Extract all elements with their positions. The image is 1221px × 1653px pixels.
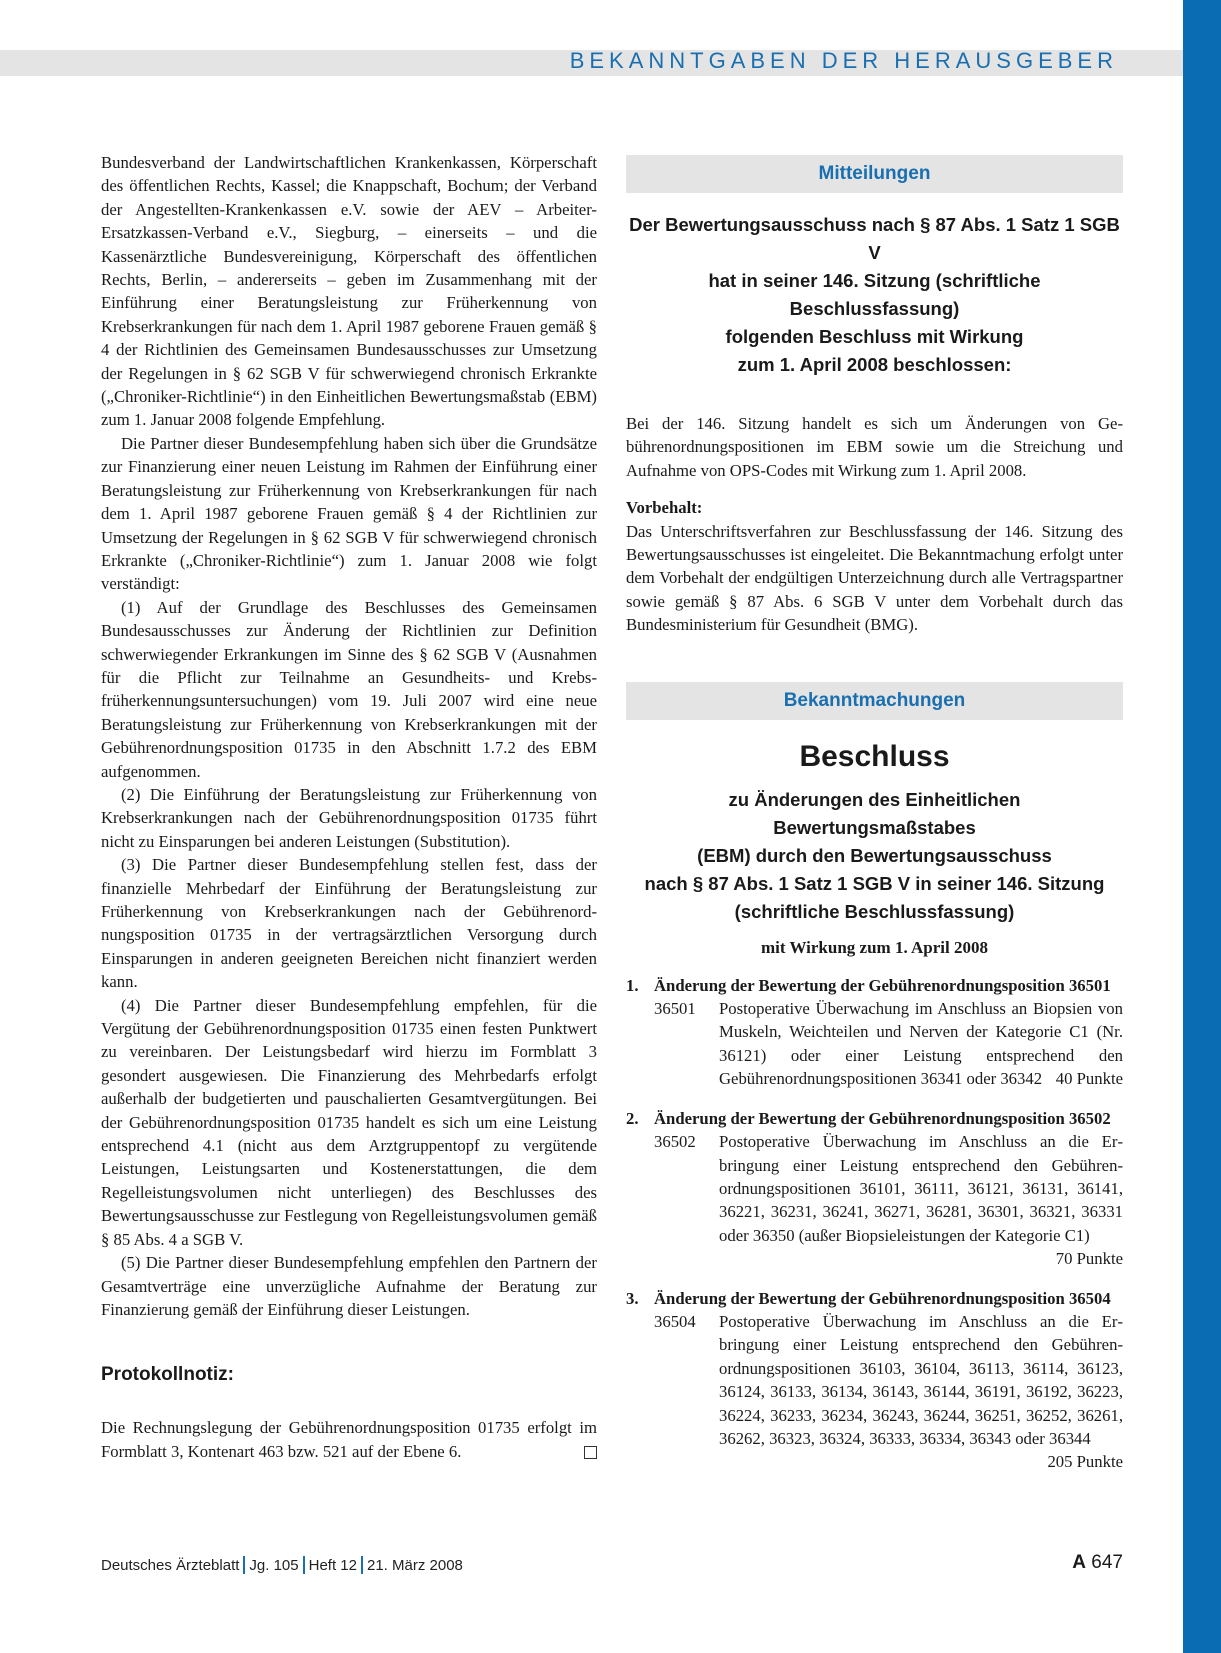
separator xyxy=(243,1556,245,1574)
journal-issue: Heft 12 xyxy=(308,1556,357,1574)
bekanntmachungen-label: Bekanntmachungen xyxy=(626,682,1123,720)
item-code: 36501 xyxy=(654,999,696,1019)
item-punkte: 205 Punkte xyxy=(1047,1452,1123,1472)
journal-name: Deutsches Ärzteblatt xyxy=(101,1556,240,1574)
separator xyxy=(303,1556,305,1574)
item-code: 36504 xyxy=(654,1311,696,1331)
section-title: BEKANNTGABEN DER HERAUSGEBER xyxy=(569,48,1118,73)
item-heading: Änderung der Bewertung der Gebührenordnungsposition 36501 xyxy=(654,975,1111,995)
paragraph: (2) Die Einführung der Beratungsleistung zur Früherkennung von Krebserkrankungen nach der Gebührenordnungsposition 01735 führt nicht zu Einsparungen bei anderen Leistungen (Substitution). xyxy=(101,784,597,851)
paragraph: (5) Die Partner dieser Bundesempfehlung empfehlen den Partnern der Gesamtverträge eine unverzügliche Aufnahme der Beratung zur Finanzierung gemäß der Einführung dieser Leistungen. xyxy=(101,1253,597,1319)
item-text: Postoperative Überwachung im Anschluss an Biopsien von Muskeln, Weichteilen und Nerven der Kategorie C1 (Nr. 36121) oder einer Leistung entsprechend den Gebührenordnungspositionen 36341 oder 36342 xyxy=(719,999,1123,1089)
vorbehalt-label: Vorbehalt: xyxy=(626,498,703,518)
intro-text: Bei der 146. Sitzung handelt es sich um Änderungen von Gebührenordnungspositionen im EBM sowie um die Streichung und Aufnahme von OPS-Codes mit Wirkung zum 1. April 2008. xyxy=(626,414,1123,480)
edge-strip xyxy=(1183,0,1221,1653)
paragraph: (4) Die Partner dieser Bundesempfehlung empfehlen, für die Vergütung der Gebührenordnungsposition 01735 einen festen Punktwert zu vereinbaren. Der Leistungsbedarf wird hierzu im Formblatt 3 gesondert ausgewiesen. Die Finanzierung des Mehrbedarfs erfolgt außerhalb der budgetierten und pauschalierten Gesamtvergütungen. Bei der Gebührenordnungsposition 01735 handelt es sich um eine Leistung entsprechend 4.1 (nicht aus dem Arztgruppentopf zu vergütende Leistungen, Leistungsarten und Kostenerstattungen, die dem Regelleistungsvolumen nicht unterliegen) des Beschlusses des Bewertungsausschusse zur Festlegung von Regelleistungsvolumen gemäß § 85 Abs. 4 a SGB V. xyxy=(101,995,597,1249)
protokoll-heading: Protokollnotiz: xyxy=(101,1364,234,1386)
right-column xyxy=(626,155,1123,1490)
wirkung-line: mit Wirkung zum 1. April 2008 xyxy=(760,937,988,957)
journal-volume: Jg. 105 xyxy=(249,1556,299,1574)
beschluss-title: Beschluss xyxy=(799,739,950,773)
footer xyxy=(101,1556,463,1574)
mitteilungen-label: Mitteilungen xyxy=(626,155,1123,193)
item-text: Postoperative Überwachung im Anschluss an die Erbringung einer Leistung entsprechend den Gebührenordnungspositionen 36101, 36111, 36121, 36131, 36141, 36221, 36231, 36241, 36271, 36281, 36301, 36321, 36331 oder 36350 (außer Biopsieleistungen der Kategorie C1) xyxy=(719,1132,1123,1245)
list-item: 2. Änderung der Bewertung der Gebührenordnungsposition 36502 36502 Postoperative Überwachung im Anschluss an die Erbringung einer Leistung entsprechend den Gebührenordnungspositionen 36101, 36111, 36121, 36131, 36141, 36221, 36231, 36241, 36271, 36281, 36301, 36321, 36331 oder 36350 (außer Biopsieleistungen der Kategorie C1) 70 Punkte xyxy=(626,1107,1123,1271)
vorbehalt-text: Das Unterschriftsverfahren zur Beschlussfassung der 146. Sitzung des Bewertungsausschusses ist eingeleitet. Die Bekanntmachung erfolgt unter dem Vorbehalt der endgültigen Unterzeichnung durch alle Vertragspartner sowie gemäß § 87 Abs. 6 SGB V unter dem Vorbehalt durch das Bundesministerium für Gesundheit (BMG). xyxy=(626,521,1123,635)
end-mark-icon xyxy=(584,1446,597,1459)
item-heading: Änderung der Bewertung der Gebührenordnungsposition 36502 xyxy=(654,1108,1111,1128)
left-column xyxy=(101,151,597,1463)
item-punkte: 40 Punkte xyxy=(1055,1069,1123,1089)
paragraph: (3) Die Partner dieser Bundesempfehlung stellen fest, dass der finanzielle Mehrbedarf der Einführung der Beratungsleistung zur Früherkennung von Krebserkrankungen nach der Gebührenordnungsposition 01735 in der vertragsärztlichen Versorgung durch Einsparungen in anderen geeigneten Bereichen nicht finanziert werden kann. xyxy=(101,855,597,992)
page-number: A 647 xyxy=(1072,1552,1123,1573)
item-punkte: 70 Punkte xyxy=(1055,1249,1123,1269)
mitteilungen-heading: Der Bewertungsausschuss nach § 87 Abs. 1 Satz 1 SGB V hat in seiner 146. Sitzung (schriftliche Beschlussfassung) folgenden Beschluss mit Wirkung zum 1. April 2008 beschlossen: xyxy=(629,214,1120,375)
beschluss-subtitle: zu Änderungen des Einheitlichen Bewertungsmaßstabes (EBM) durch den Bewertungsausschuss nach § 87 Abs. 1 Satz 1 SGB V in seiner 146. Sitzung (schriftliche Beschlussfassung) xyxy=(644,788,1105,922)
list-item: 3. Änderung der Bewertung der Gebührenordnungsposition 36504 36504 Postoperative Überwachung im Anschluss an die Erbringung einer Leistung entsprechend den Gebührenordnungspositionen 36103, 36104, 36113, 36114, 36123, 36124, 36133, 36134, 36143, 36144, 36191, 36192, 36223, 36224, 36233, 36234, 36243, 36244, 36251, 36252, 36261, 36262, 36323, 36324, 36333, 36334, 36343 oder 36344 205 Punkte xyxy=(626,1287,1123,1474)
protokoll-text: Die Rechnungslegung der Gebührenordnungsposition 01735 erfolgt im Formblatt 3, Kontenart 463 bzw. 521 auf der Ebene 6. xyxy=(101,1418,597,1461)
paragraph: Bundesverband der Landwirtschaftlichen Krankenkassen, Körperschaft des öffentlichen Rechts, Kassel; die Knappschaft, Bochum; der Verband der Angestellten-Krankenkassen e.V. sowie der AEV – Arbeiter-Ersatzkassen-Verband e.V., Siegburg, – einerseits – und die Kassenärztliche Bundesvereinigung, Körperschaft des öffentlichen Rechts, Berlin, – andererseits – geben im Zusammenhang mit der Einführung einer Beratungsleistung zur Früherkennung von Krebserkrankungen für nach dem 1. April 1987 geborene Frauen gemäß § 4 der Richtlinien des Gemeinsamen Bundesausschusses zur Umsetzung der Regelungen in § 62 SGB V für schwerwiegend chronisch Erkrankte („Chroniker-Richtlinie“) in den Einheitlichen Bewertungsmaßstab (EBM) zum 1. Januar 2008 folgende Empfehlung. xyxy=(101,153,597,430)
paragraph: Die Partner dieser Bundesempfehlung haben sich über die Grundsätze zur Finanzierung einer neuen Leistung im Rahmen der Einführung einer Beratungsleistung zur Früherkennung von Krebserkrankungen für nach dem 1. April 1987 geborene Frauen gemäß § 4 der Richtlinien zur Umsetzung der Regelungen in § 62 SGB V für schwerwiegend chronisch Erkrankte („Chroniker-Richtlinie“) zum 1. Januar 2008 wie folgt verständigt: xyxy=(101,433,597,594)
paragraph: (1) Auf der Grundlage des Beschlusses des Gemeinsamen Bundesausschusses zur Änderung der Richtlinien zur Definition schwerwiegender Erkrankungen im Sinne des § 62 SGB V (Ausnahmen für die Pflicht zur Teilnahme an Gesundheits- und Krebsfrüherkennungsuntersuchungen) vom 19. Juli 2007 wird eine neue Beratungsleistung zur Früherkennung von Krebserkrankungen mit der Gebührenordnungsposition 01735 in den Abschnitt 1.7.2 des EBM aufgenommen. xyxy=(101,597,597,781)
item-heading: Änderung der Bewertung der Gebührenordnungsposition 36504 xyxy=(654,1288,1111,1308)
item-code: 36502 xyxy=(654,1132,696,1152)
list-item: 1. Änderung der Bewertung der Gebührenordnungsposition 36501 36501 Postoperative Überwachung im Anschluss an Biopsien von Muskeln, Weichteilen und Nerven der Kategorie C1 (Nr. 36121) oder einer Leistung entsprechend den Gebührenordnungspositionen 36341 oder 36342 40 Punkte xyxy=(626,974,1123,1091)
journal-date: 21. März 2008 xyxy=(367,1556,463,1574)
separator xyxy=(361,1556,363,1574)
item-text: Postoperative Überwachung im Anschluss an die Erbringung einer Leistung entsprechend den Gebührenordnungspositionen 36103, 36104, 36113, 36114, 36123, 36124, 36133, 36134, 36143, 36144, 36191, 36192, 36223, 36224, 36233, 36234, 36243, 36244, 36251, 36252, 36261, 36262, 36323, 36324, 36333, 36334, 36343 oder 36344 xyxy=(719,1311,1123,1448)
